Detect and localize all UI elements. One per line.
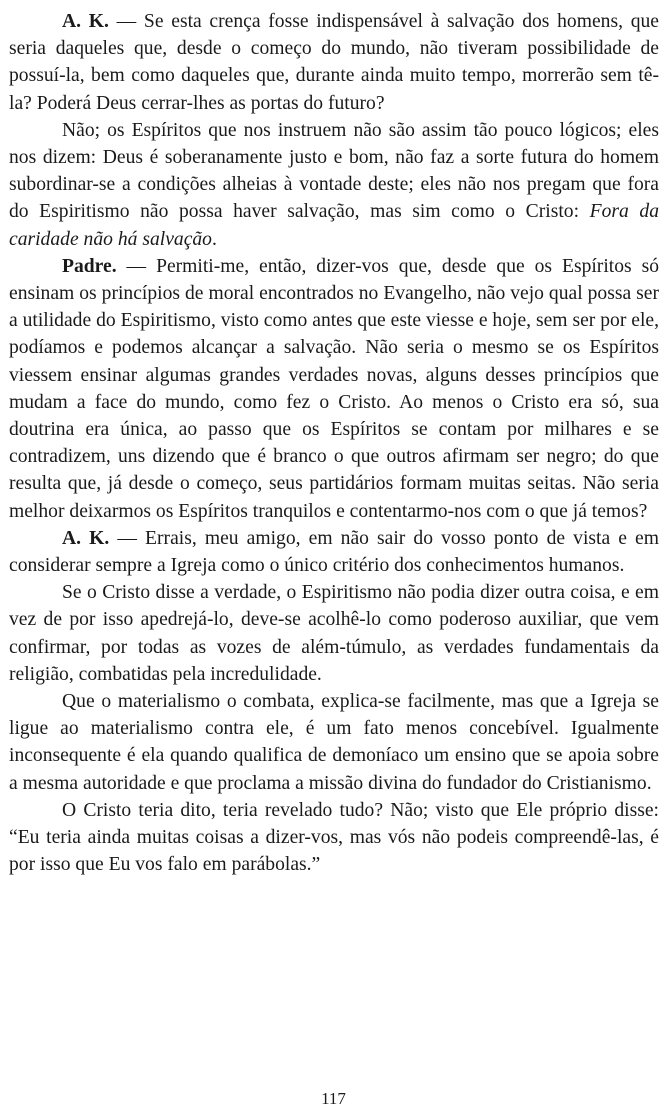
paragraph-text: — Errais, meu amigo, em não sair do vosso ponto de vista e em considerar sempre a Igreja como o único critério dos conhecimentos humanos. xyxy=(9,527,659,577)
paragraph-6 xyxy=(9,688,659,797)
paragraph-text: — Permiti-me, então, dizer-vos que, desde que os Espíritos só ensinam os princípios de moral encontrados no Evangelho, não vejo qual possa ser a utilidade do Espiritismo, visto como antes que este viesse e hoje, sem ser por ele, podíamos e podemos alcançar a salvação. Não seria o mesmo se os Espíritos viessem ensinar algumas grandes verdades novas, alguns desses princípios que mudam a face do mundo, como fez o Cristo. Ao menos o Cristo era só, sua doutrina era única, ao passo que os Espíritos se contam por milhares e se contradizem, uns dizendo que é branco o que outros afirmam ser negro; do que resulta que, já desde o começo, seus partidários formam muitas seitas. Não seria melhor deixarmos os Espíritos tranquilos e contentarmo-nos com o que já temos? xyxy=(9,255,659,522)
paragraph-4 xyxy=(9,525,659,579)
paragraph-7 xyxy=(9,797,659,879)
italic-quote: Fora da caridade não há salvação xyxy=(9,201,659,250)
paragraph-text-end: . xyxy=(211,228,217,250)
paragraph-3 xyxy=(9,253,659,525)
paragraph-text: Não; os Espíritos que nos instruem não são assim tão pouco lógicos; eles nos dizem: Deus é soberanamente justo e bom, não faz a sorte futura do homem subordinar-se a condições alheias à vontade deste; eles não nos pregam que fora do Espiritismo não possa haver salvação, mas sim como o Cristo: xyxy=(9,119,659,223)
paragraph-text: O Cristo teria dito, teria revelado tudo? Não; visto que Ele próprio disse: “Eu teria ainda muitas coisas a dizer-vos, mas vós não podeis compreendê-las, é por isso que Eu vos falo em parábolas.” xyxy=(9,799,659,876)
paragraph-text: — Se esta crença fosse indispensável à salvação dos homens, que seria daqueles que, desde o começo do mundo, não tiveram possibilidade de possuí-la, bem como daqueles que, durante ainda muito tempo, morrerão sem tê-la? Poderá Deus cerrar-lhes as portas do futuro? xyxy=(9,11,659,114)
paragraph-5 xyxy=(9,579,659,688)
paragraph-text: Que o materialismo o combata, explica-se facilmente, mas que a Igreja se ligue ao materialismo contra ele, é um fato menos concebível. Igualmente inconsequente é ela quando qualifica de demoníaco um ensino que se apoia sobre a mesma autoridade e que proclama a missão divina do fundador do Cristianismo. xyxy=(9,691,659,794)
page-body xyxy=(9,8,659,879)
paragraph-text: Se o Cristo disse a verdade, o Espiritismo não podia dizer outra coisa, e em vez de por isso apedrejá-lo, deve-se acolhê-lo como poderoso auxiliar, que vem confirmar, por todas as vozes de além-túmulo, as verdades fundamentais da religião, combatidas pela incredulidade. xyxy=(9,582,659,685)
speaker-label: A. K. xyxy=(62,527,110,549)
speaker-label: A. K. xyxy=(62,11,109,32)
page-number: 117 xyxy=(321,1089,346,1108)
speaker-label: Padre. xyxy=(62,255,117,277)
paragraph-1 xyxy=(9,8,659,117)
paragraph-2 xyxy=(9,117,659,253)
